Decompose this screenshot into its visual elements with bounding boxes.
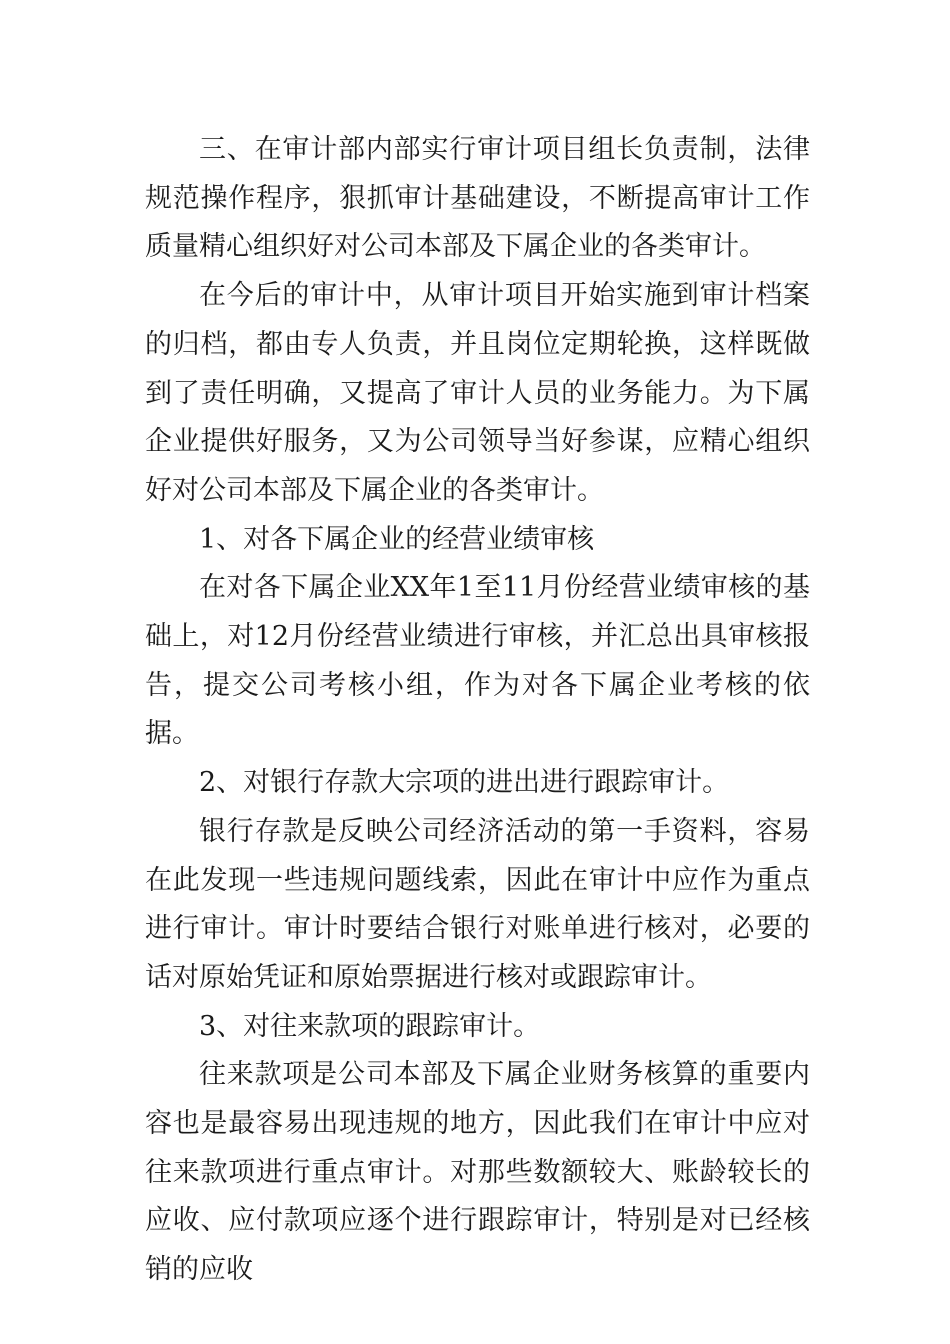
heading-item-3: 3、对往来款项的跟踪审计。	[199, 1010, 541, 1042]
paragraph-item-2: 银行存款是反映公司经济活动的第一手资料，容易在此发现一些违规问题线索，因此在审计中应作为重点进行审计。审计时要结合银行对账单进行核对，必要的话对原始凭证和原始票据进行核对或跟踪审计。	[145, 815, 810, 993]
paragraph-item-3: 往来款项是公司本部及下属企业财务核算的重要内容也是最容易出现违规的地方，因此我们在审计中应对往来款项进行重点审计。对那些数额较大、账龄较长的应收、应付款项应逐个进行跟踪审计，特别是对已经核销的应收	[145, 1059, 810, 1286]
paragraph-section-three: 三、在审计部内部实行审计项目组长负责制，法律规范操作程序，狠抓审计基础建设，不断提高审计工作质量精心组织好对公司本部及下属企业的各类审计。	[145, 134, 810, 263]
paragraph-future-audit: 在今后的审计中，从审计项目开始实施到审计档案的归档，都由专人负责，并且岗位定期轮换，这样既做到了责任明确，又提高了审计人员的业务能力。为下属企业提供好服务，又为公司领导当好参谋，应精心组织好对公司本部及下属企业的各类审计。	[145, 280, 810, 506]
heading-item-1: 1、对各下属企业的经营业绩审核	[199, 523, 595, 555]
paragraph-item-1: 在对各下属企业XX年1至11月份经营业绩审核的基础上，对12月份经营业绩进行审核，并汇总出具审核报告，提交公司考核小组，作为对各下属企业考核的依据。	[145, 572, 810, 750]
document-body	[145, 126, 810, 1295]
heading-item-2: 2、对银行存款大宗项的进出进行跟踪审计。	[199, 767, 730, 799]
